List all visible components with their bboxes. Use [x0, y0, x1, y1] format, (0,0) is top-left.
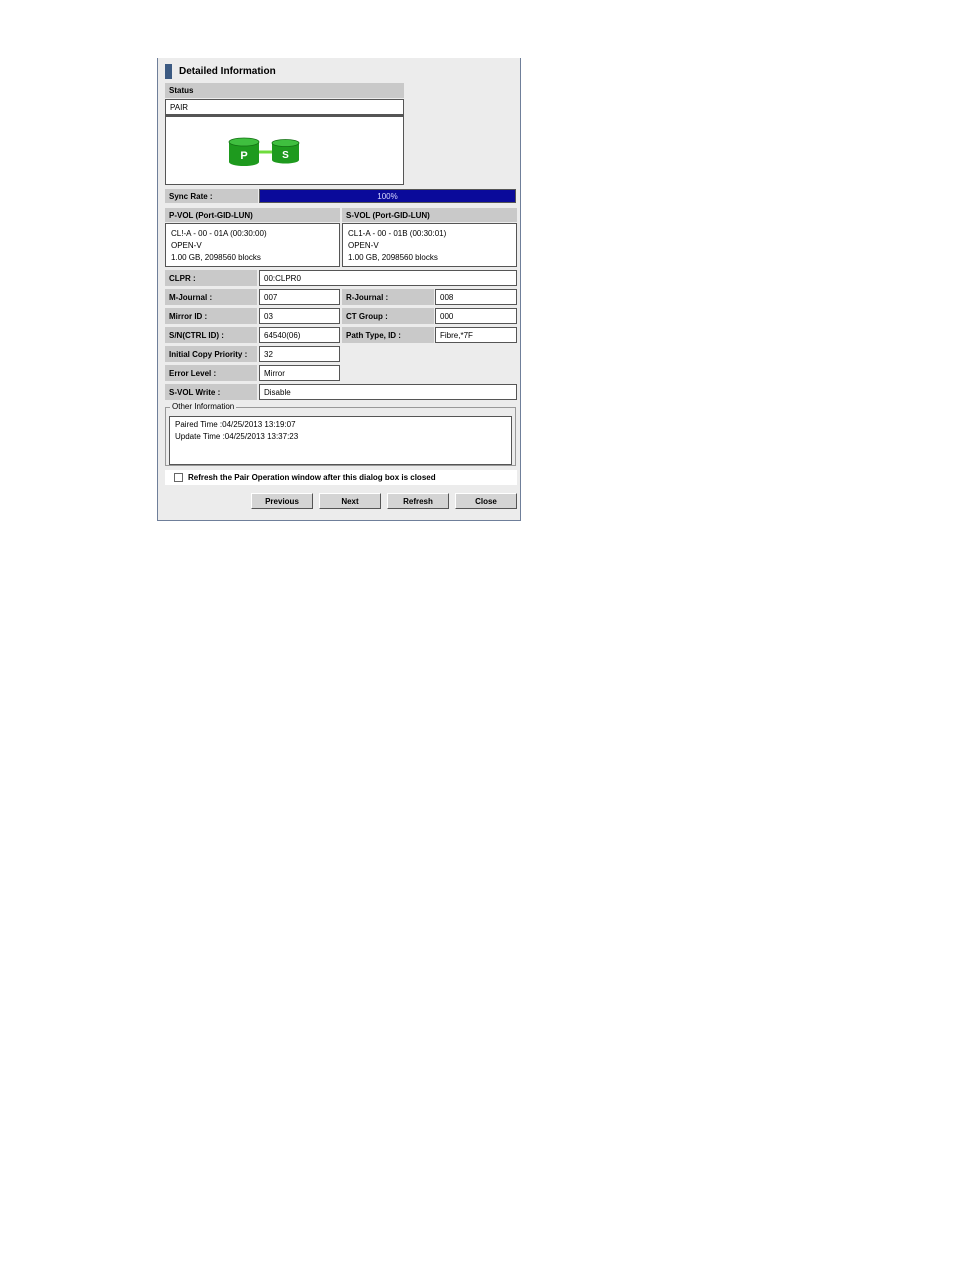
- status-label: Status: [165, 83, 404, 98]
- close-button[interactable]: Close: [455, 493, 517, 509]
- sn-ctrl-id-value: 64540(06): [259, 327, 340, 343]
- mirror-id-label: Mirror ID :: [165, 308, 257, 324]
- secondary-volume-letter: S: [282, 150, 289, 161]
- m-journal-value: 007: [259, 289, 340, 305]
- clpr-value: 00:CLPR0: [259, 270, 517, 286]
- svol-label: S-VOL (Port-GID-LUN): [342, 208, 517, 222]
- svol-emulation-line: OPEN-V: [348, 241, 379, 250]
- sync-rate-label: Sync Rate :: [165, 189, 258, 203]
- error-level-value: Mirror: [259, 365, 340, 381]
- other-information-text: [169, 416, 512, 465]
- primary-volume-icon: [229, 138, 259, 166]
- other-information-legend: Other Information: [172, 402, 235, 411]
- title-accent-bar: [165, 64, 172, 79]
- pvol-info-box: [165, 223, 340, 267]
- svol-write-label: S-VOL Write :: [165, 384, 257, 400]
- next-button[interactable]: Next: [319, 493, 381, 509]
- sn-ctrl-id-label: S/N(CTRL ID) :: [165, 327, 257, 343]
- svol-write-value: Disable: [259, 384, 517, 400]
- pvol-port-line: CL!-A - 00 - 01A (00:30:00): [171, 229, 267, 238]
- sync-rate-progress: [259, 189, 516, 203]
- mirror-id-value: 03: [259, 308, 340, 324]
- pvol-emulation-line: OPEN-V: [171, 241, 202, 250]
- error-level-label: Error Level :: [165, 365, 257, 381]
- other-information-group: [165, 407, 516, 466]
- sync-rate-value: 100%: [377, 191, 398, 201]
- refresh-option-row: [165, 470, 517, 485]
- secondary-volume-icon: [272, 140, 299, 164]
- ct-group-value: 000: [435, 308, 517, 324]
- pair-diagram-svg: [166, 117, 403, 185]
- pvol-label: P-VOL (Port-GID-LUN): [165, 208, 340, 222]
- pvol-capacity-line: 1.00 GB, 2098560 blocks: [171, 253, 261, 262]
- path-type-label: Path Type, ID :: [342, 327, 434, 343]
- initial-copy-priority-value: 32: [259, 346, 340, 362]
- path-type-value: Fibre,*7F: [435, 327, 517, 343]
- paired-time-line: Paired Time :04/25/2013 13:19:07: [175, 420, 296, 429]
- previous-button[interactable]: Previous: [251, 493, 313, 509]
- clpr-label: CLPR :: [165, 270, 257, 286]
- ct-group-label: CT Group :: [342, 308, 434, 324]
- r-journal-label: R-Journal :: [342, 289, 434, 305]
- refresh-checkbox[interactable]: [174, 473, 183, 482]
- refresh-button[interactable]: Refresh: [387, 493, 449, 509]
- refresh-checkbox-label: Refresh the Pair Operation window after this dialog box is closed: [188, 473, 436, 482]
- svol-port-line: CL1-A - 00 - 01B (00:30:01): [348, 229, 447, 238]
- detailed-information-dialog: [157, 58, 521, 521]
- m-journal-label: M-Journal :: [165, 289, 257, 305]
- sync-rate-bar-fill: [260, 190, 515, 202]
- status-value: PAIR: [165, 99, 404, 115]
- primary-volume-letter: P: [240, 150, 248, 162]
- r-journal-value: 008: [435, 289, 517, 305]
- svol-capacity-line: 1.00 GB, 2098560 blocks: [348, 253, 438, 262]
- svol-info-box: [342, 223, 517, 267]
- update-time-line: Update Time :04/25/2013 13:37:23: [175, 432, 299, 441]
- pair-status-diagram: [165, 115, 404, 185]
- initial-copy-priority-label: Initial Copy Priority :: [165, 346, 257, 362]
- dialog-title: Detailed Information: [179, 66, 276, 77]
